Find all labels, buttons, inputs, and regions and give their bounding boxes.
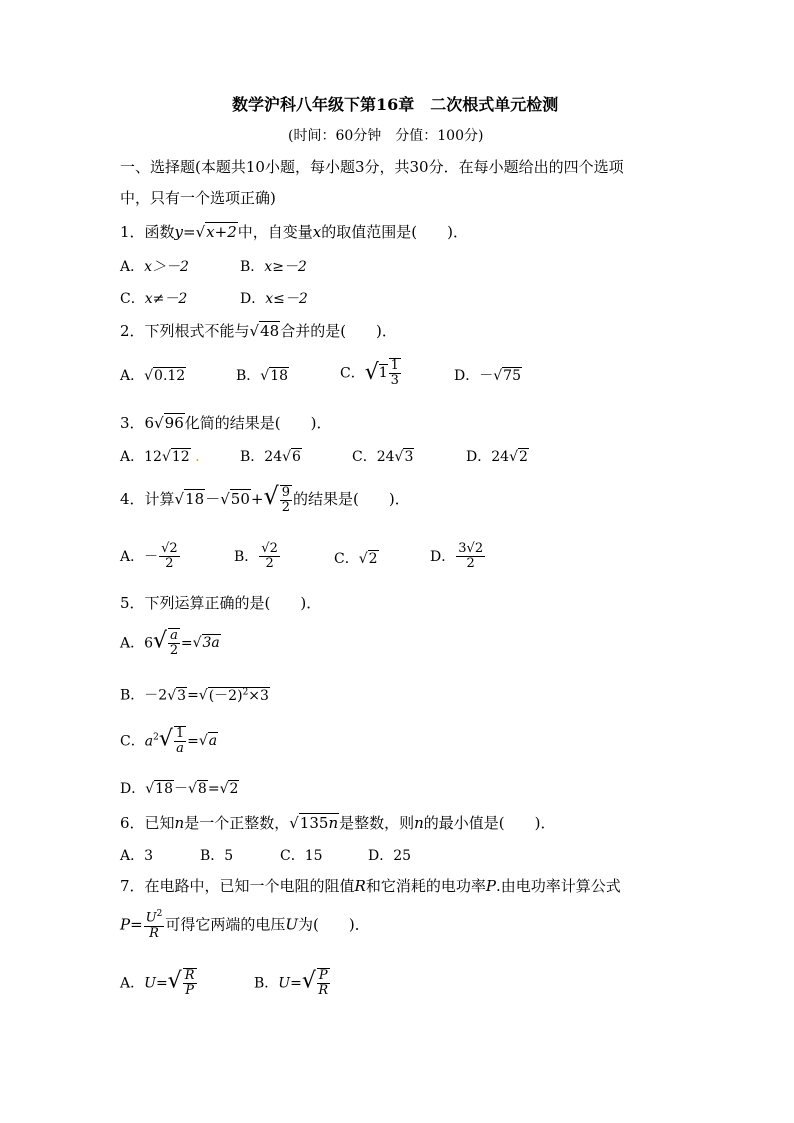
q3-option-d: D．24√2 <box>466 449 528 465</box>
q1-var-x: x <box>312 223 322 241</box>
q5-option-c: C．$a^2√$ $\frac{1}{a}$ =√a <box>120 726 218 757</box>
q1-option-b: B．x≥－2 <box>240 259 307 275</box>
q5-option-b: B．$-2√3=√(-2)^2\times 3$ <box>120 687 269 704</box>
page-subtitle: (时间：60分钟 分值：100分) <box>288 128 484 144</box>
q1-suffix: 的取值范围是( )． <box>321 223 468 241</box>
question-7-stem-line2: P= $\frac{U^2}{R}$ 可得它两端的电压U为( )． <box>120 909 370 941</box>
question-1-stem <box>120 225 468 240</box>
q2-option-d: D．－√75 <box>454 368 521 384</box>
q6-option-a: A．3 <box>120 848 154 864</box>
question-7-stem-line1: 7．在电路中，已知一个电阻的阻值R和它消耗的电功率P.由电功率计算公式 <box>120 877 621 895</box>
q6-option-c: C．15 <box>280 848 323 864</box>
q4-option-a: A．－ $\frac{√2}{2}$ <box>120 541 178 572</box>
q2-radical: √48 <box>249 322 280 340</box>
q4-option-c: C．√2 <box>334 551 378 567</box>
q1-option-c: C．x≠－2 <box>120 291 188 307</box>
q2-option-a: A．√0.12 <box>120 368 186 384</box>
question-2-stem: 2．下列根式不能与√48合并的是( )． <box>120 322 397 340</box>
q7-option-a: A．U=√ $\frac{R}{P}$ <box>120 968 195 999</box>
q1-option-d: D．x≤－2 <box>240 291 308 307</box>
q1-radical: √x+2 <box>195 223 237 241</box>
q6-option-b: B．5 <box>200 848 234 864</box>
q3-option-a: A．12√12 . <box>120 449 200 465</box>
q4-option-b: B． $\frac{√2}{2}$ <box>234 541 278 572</box>
question-4-stem: 4．计算√18－√50+√ $\frac{9}{2}$ 的结果是( )． <box>120 482 410 515</box>
question-3-stem: 3．6√96化简的结果是( )． <box>120 414 332 432</box>
section-instructions-line2: 中，只有一个选项正确) <box>120 189 276 207</box>
q2-option-c: C．√1 $\frac{1}{3}$ <box>340 358 399 389</box>
q4-option-d: D． $\frac{3√2}{2}$ <box>430 541 484 572</box>
q3-radical: √96 <box>154 414 184 432</box>
page-title: 数学沪科八年级下第16章 二次根式单元检测 <box>232 95 559 114</box>
question-6-stem: 6．已知n是一个正整数，√135n是整数，则n的最小值是( )． <box>120 814 556 832</box>
question-5-stem: 5．下列运算正确的是( )． <box>120 594 322 612</box>
section-instructions-line1: 一、选择题(本题共10小题，每小题3分，共30分．在每小题给出的四个选项 <box>120 158 624 176</box>
q1-mid: 中，自变量 <box>237 223 313 241</box>
q3-option-b: B．24√6 <box>240 449 301 465</box>
q6-option-d: D．25 <box>368 848 412 864</box>
q2-option-b: B．√18 <box>236 368 289 384</box>
q5-option-d: D．√18－√8=√2 <box>120 781 239 797</box>
q7-option-b: B．U=√ $\frac{P}{R}$ <box>254 968 329 999</box>
q1-option-a: A．x＞－2 <box>120 259 189 275</box>
q1-var-y: y <box>174 223 184 241</box>
q1-prefix: 1．函数 <box>120 223 175 241</box>
q5-option-a: A．6√ $\frac{a}{2}$ =√3a <box>120 628 220 659</box>
q1-eq: = <box>183 223 196 241</box>
q3-option-c: C．24√3 <box>352 449 414 465</box>
